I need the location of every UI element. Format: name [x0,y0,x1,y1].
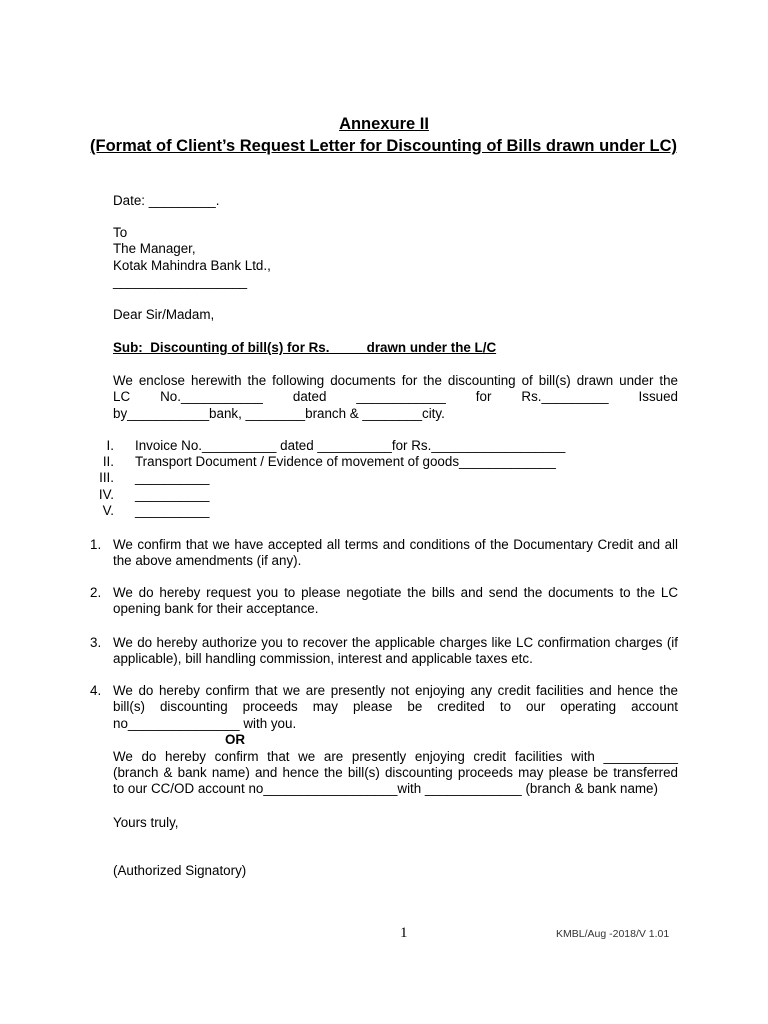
subject-line: Sub: Discounting of bill(s) for Rs. drawn under the L/C [113,340,497,355]
document-item [84,454,556,470]
point-4-body [113,683,678,798]
point-text: We do hereby request you to please negotiate the bills and send the documents to the LC opening bank for their acceptance. [113,585,678,617]
point-4-line-2: bill(s) discounting proceeds may please be credited to our operating account [113,699,678,715]
or-separator: OR [225,732,246,748]
point-number: 2. [90,585,102,600]
point-number: 3. [90,635,102,650]
point-4-line-1: We do hereby confirm that we are presently not enjoying any credit facilities and hence the [113,683,678,698]
point-4-line-5: (branch & bank name) and hence the bill(s) discounting proceeds may please be transferred [113,765,678,781]
document-item-number: II. [102,454,114,469]
document-title: Annexure II [339,115,429,133]
closing: Yours truly, [113,815,179,830]
document-subtitle: (Format of Client’s Request Letter for Discounting of Bills drawn under LC) [90,137,677,155]
document-item-text: __________ [135,470,210,485]
intro-line-3: by___________bank, ________branch & ________city. [113,405,445,421]
document-item-number: V. [102,503,114,518]
point-4-line-4: We do hereby confirm that we are presently enjoying credit facilities with __________ [113,748,678,764]
salutation: Dear Sir/Madam, [113,307,215,322]
address-line-2: Kotak Mahindra Bank Ltd., [113,257,271,273]
point-number: 1. [90,537,102,552]
intro-paragraph [113,373,678,422]
point-text: We confirm that we have accepted all terms and conditions of the Documentary Credit and all the above amendments (if any). [113,537,678,569]
document-item-number: IV. [98,487,114,502]
document-item-text: __________ [135,503,210,518]
numbered-point [90,635,678,668]
document-item-text: Transport Document / Evidence of movement of goods_____________ [135,454,556,469]
document-item [84,487,210,503]
document-item [84,503,210,519]
intro-line-1: We enclose herewith the following documents for the discounting of bill(s) drawn under the [113,373,678,388]
date-line: Date: _________. [113,193,220,208]
signatory: (Authorized Signatory) [113,863,247,878]
page-number: 1 [400,925,408,941]
address-line-1: The Manager, [113,241,196,257]
document-item [84,438,566,454]
point-4-line-3: no_______________ with you. [113,715,297,731]
intro-line-2: LC No.___________ dated ____________ for Rs._________ Issued [113,389,678,405]
address-to: To [113,225,128,240]
document-item-number: III. [99,470,114,485]
point-text: We do hereby authorize you to recover the applicable charges like LC confirmation charges (if applicable), bill handling commission, interest and applicable taxes etc. [113,635,678,667]
numbered-point [90,537,678,570]
address-block [113,225,678,291]
address-line-3: __________________ [113,274,248,290]
document-item [84,470,210,486]
document-item-text: __________ [135,487,210,502]
point-number: 4. [90,683,102,698]
point-4-line-6: to our CC/OD account no__________________with _____________ (branch & bank name) [113,781,658,797]
numbered-point-4 [90,683,678,798]
numbered-point [90,585,678,618]
document-item-number: I. [106,438,114,453]
document-item-text: Invoice No.__________ dated __________for Rs.__________________ [135,438,566,453]
document-reference: KMBL/Aug -2018/V 1.01 [556,928,670,940]
